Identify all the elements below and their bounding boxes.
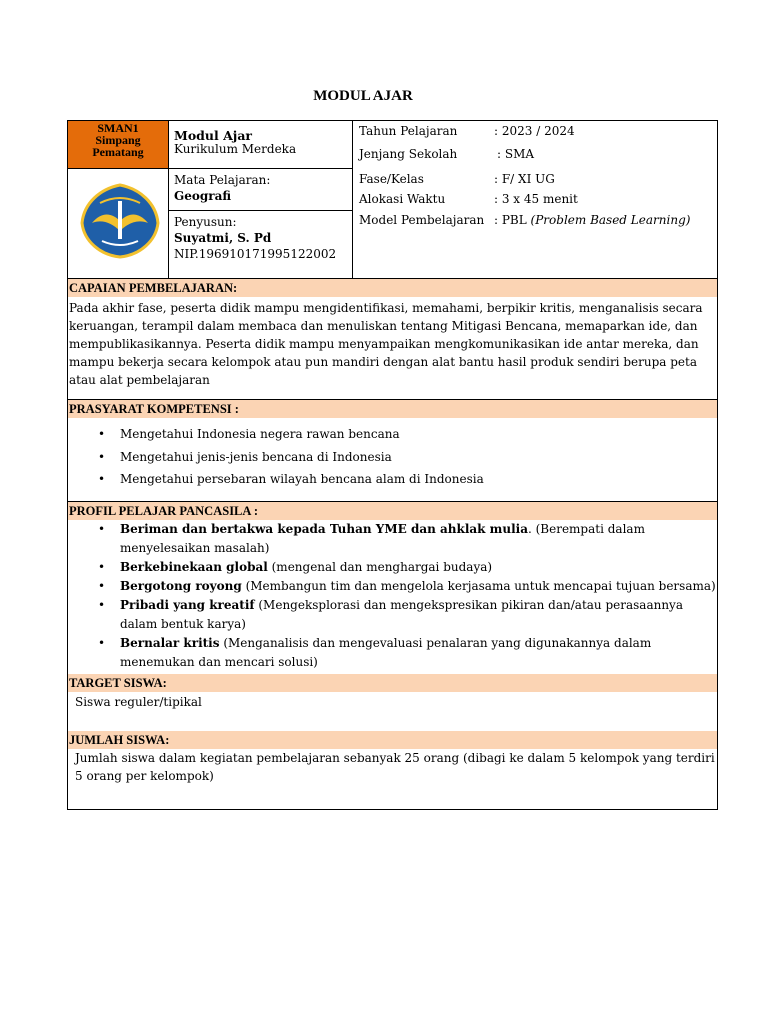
module-table [67,120,718,810]
list-item: • Pribadi yang kreatif (Mengeksplorasi dan mengekspresikan pikiran dan/atau perasaannya dalam bentuk karya) [98,598,683,631]
target-heading: TARGET SISWA: [68,674,717,692]
divider [68,168,352,169]
list-item: • Mengetahui persebaran wilayah bencana alam di Indonesia [98,472,484,486]
info-row-fase: Fase/Kelas : F/ XI UG [359,172,555,186]
profil-list [68,520,716,672]
target-text: Siswa reguler/tipikal [75,695,202,709]
info-row-alokasi: Alokasi Waktu : 3 x 45 menit [359,192,578,206]
list-item: • Beriman dan bertakwa kepada Tuhan YME dan ahklak mulia. (Berempati dalam menyelesaikan masalah) [98,522,645,555]
module-curriculum: Kurikulum Merdeka [174,142,297,156]
list-item: • Bernalar kritis (Menganalisis dan mengevaluasi penalaran yang digunakannya dalam menemukan dan mencari solusi) [98,636,652,669]
school-emblem-icon [80,183,160,259]
module-heading: Modul Ajar [174,128,253,143]
list-item: • Mengetahui jenis-jenis bencana di Indonesia [98,449,392,464]
subject-label: Mata Pelajaran: [174,173,271,187]
author-label: Penyusun: [174,215,237,229]
divider [352,121,353,278]
info-row-tahun: Tahun Pelajaran : 2023 / 2024 [359,124,575,138]
jumlah-heading: JUMLAH SISWA: [68,731,717,749]
prasyarat-heading: PRASYARAT KOMPETENSI : [68,400,717,418]
school-name-text: SMAN1 Simpang Pematang [92,121,144,159]
author-name: Suyatmi, S. Pd [174,231,272,245]
prasyarat-list [68,423,484,491]
page-title: MODUL AJAR [313,88,413,104]
capaian-heading: CAPAIAN PEMBELAJARAN: [68,279,717,297]
list-item: • Berkebinekaan global (mengenal dan menghargai budaya) [98,560,493,574]
divider [168,121,169,278]
info-row-model: Model Pembelajaran : PBL (Problem Based Learning) [359,213,691,227]
list-item: • Bergotong royong (Membangun tim dan mengelola kerjasama untuk mencapai tujuan bersama) [98,579,716,593]
capaian-text: Pada akhir fase, peserta didik mampu mengidentifikasi, memahami, berpikir kritis, menganalisis secara keruangan, terampil dalam membaca dan menuliskan tentang Mitigasi Bencana, memaparkan ide, dan mempublikasikannya. Peserta didik mampu menyampaikan mengkomunikasikan ide antar mereka, dan mampu bekerja secara kelompok atau pun mandiri dengan alat bantu hasil produk sendiri berupa peta atau alat pembelajaran [69,301,703,387]
profil-heading: PROFIL PELAJAR PANCASILA : [68,502,717,520]
jumlah-text: Jumlah siswa dalam kegiatan pembelajaran sebanyak 25 orang (dibagi ke dalam 5 kelompok yang terdiri 5 orang per kelompok) [75,751,715,783]
author-nip: NIP.196910171995122002 [174,247,337,261]
list-item: • Mengetahui Indonesia negera rawan bencana [98,427,400,441]
divider [168,210,352,211]
info-row-jenjang: Jenjang Sekolah : SMA [359,147,535,161]
subject-value: Geografi [174,189,232,203]
school-name [68,121,168,168]
